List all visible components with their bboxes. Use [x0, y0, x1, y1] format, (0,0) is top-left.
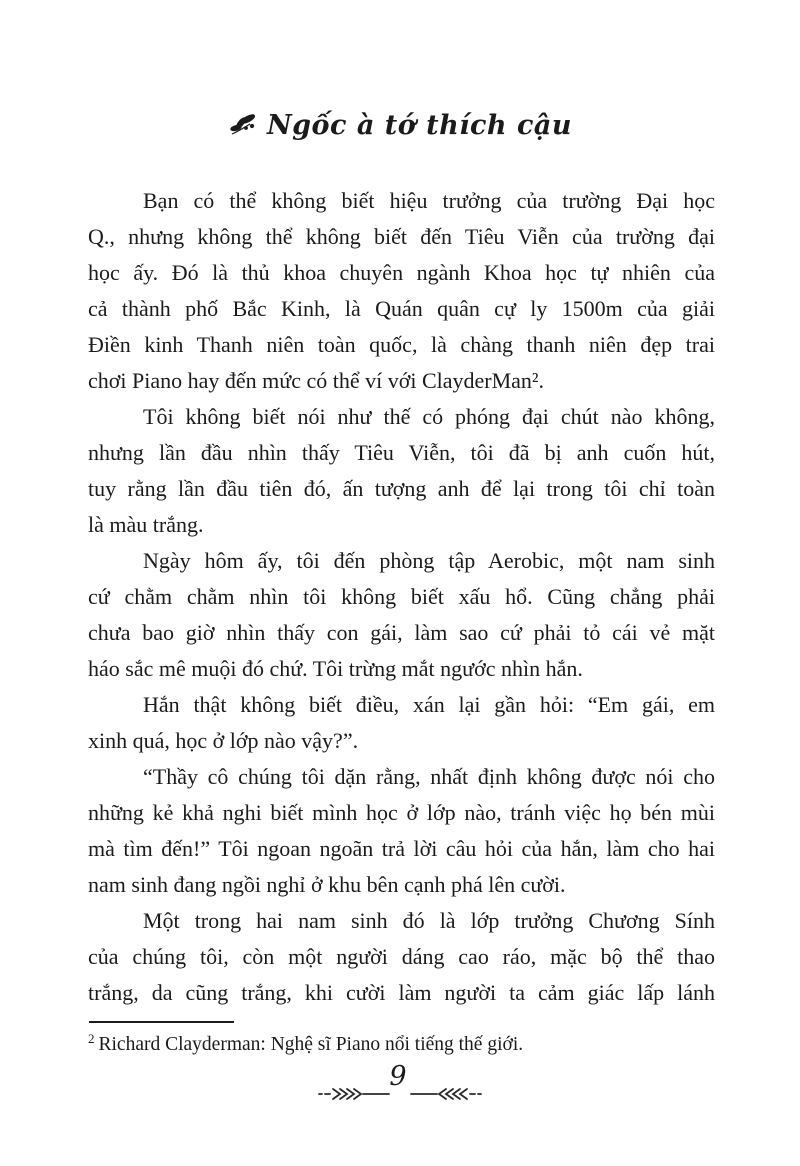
text-line: chưa bao giờ nhìn thấy con gái, làm sao cứ phải tỏ cái vẻ mặt — [88, 620, 715, 645]
arrows-left-icon — [410, 1087, 482, 1106]
page-footer — [0, 1062, 800, 1106]
text-line: nhưng lần đầu nhìn thấy Tiêu Viễn, tôi đã bị anh cuốn hút, — [88, 440, 715, 465]
text-line: cả thành phố Bắc Kinh, là Quán quân cự ly 1500m của giải — [88, 296, 715, 321]
text-line: cứ chằm chằm nhìn tôi không biết xấu hổ. Cũng chẳng phải — [88, 584, 715, 609]
footnote — [88, 1032, 728, 1058]
arrows-right-icon — [318, 1087, 390, 1106]
text-line: Ngày hôm ấy, tôi đến phòng tập Aerobic, một nam sinh — [143, 548, 715, 573]
footnote-text: Richard Clayderman: Nghệ sĩ Piano nổi tiếng thế giới. — [98, 1034, 524, 1055]
text-line: Một trong hai nam sinh đó là lớp trưởng Chương Sính — [143, 908, 715, 933]
text-line: nam sinh đang ngồi nghỉ ở khu bên cạnh phá lên cười. — [88, 872, 566, 897]
text-line: Tôi không biết nói như thế có phóng đại chút nào không, — [143, 404, 715, 429]
text-line: Q., nhưng không thể không biết đến Tiêu Viễn của trường đại — [88, 224, 715, 249]
text-line: của chúng tôi, còn một người dáng cao ráo, mặc bộ thể thao — [88, 944, 715, 969]
running-head — [0, 108, 800, 143]
footnote-marker: 2 — [88, 1030, 95, 1046]
book-title: Ngốc à tớ thích cậu — [266, 110, 573, 141]
text-line: Bạn có thể không biết hiệu trưởng của trường Đại học — [143, 188, 715, 213]
text-line: những kẻ khả nghi biết mình học ở lớp nào, tránh việc họ bén mùi — [88, 800, 715, 825]
text-line: mà tìm đến!” Tôi ngoan ngoãn trả lời câu hỏi của hắn, làm cho hai — [88, 836, 715, 861]
text-line: tuy rằng lần đầu tiên đó, ấn tượng anh để lại trong tôi chỉ toàn — [88, 476, 715, 501]
text-line: trắng, da cũng trắng, khi cười làm người ta cảm giác lấp lánh — [88, 980, 715, 1005]
text-line: chơi Piano hay đến mức có thể ví với ClayderMan². — [88, 368, 545, 393]
footnote-divider — [89, 1021, 234, 1023]
text-line: “Thầy cô chúng tôi dặn rằng, nhất định không được nói cho — [143, 764, 715, 789]
page-number: 9 — [389, 1061, 407, 1092]
leaf-sprig-icon — [228, 112, 258, 143]
text-line: Hắn thật không biết điều, xán lại gần hỏi: “Em gái, em — [143, 692, 715, 717]
body-text — [88, 183, 715, 1011]
text-line: xinh quá, học ở lớp nào vậy?”. — [88, 728, 359, 753]
text-line: học ấy. Đó là thủ khoa chuyên ngành Khoa học tự nhiên của — [88, 260, 715, 285]
text-line: Điền kinh Thanh niên toàn quốc, là chàng thanh niên đẹp trai — [88, 332, 715, 357]
text-line: háo sắc mê muội đó chứ. Tôi trừng mắt ngước nhìn hắn. — [88, 656, 583, 681]
text-line: là màu trắng. — [88, 512, 204, 537]
